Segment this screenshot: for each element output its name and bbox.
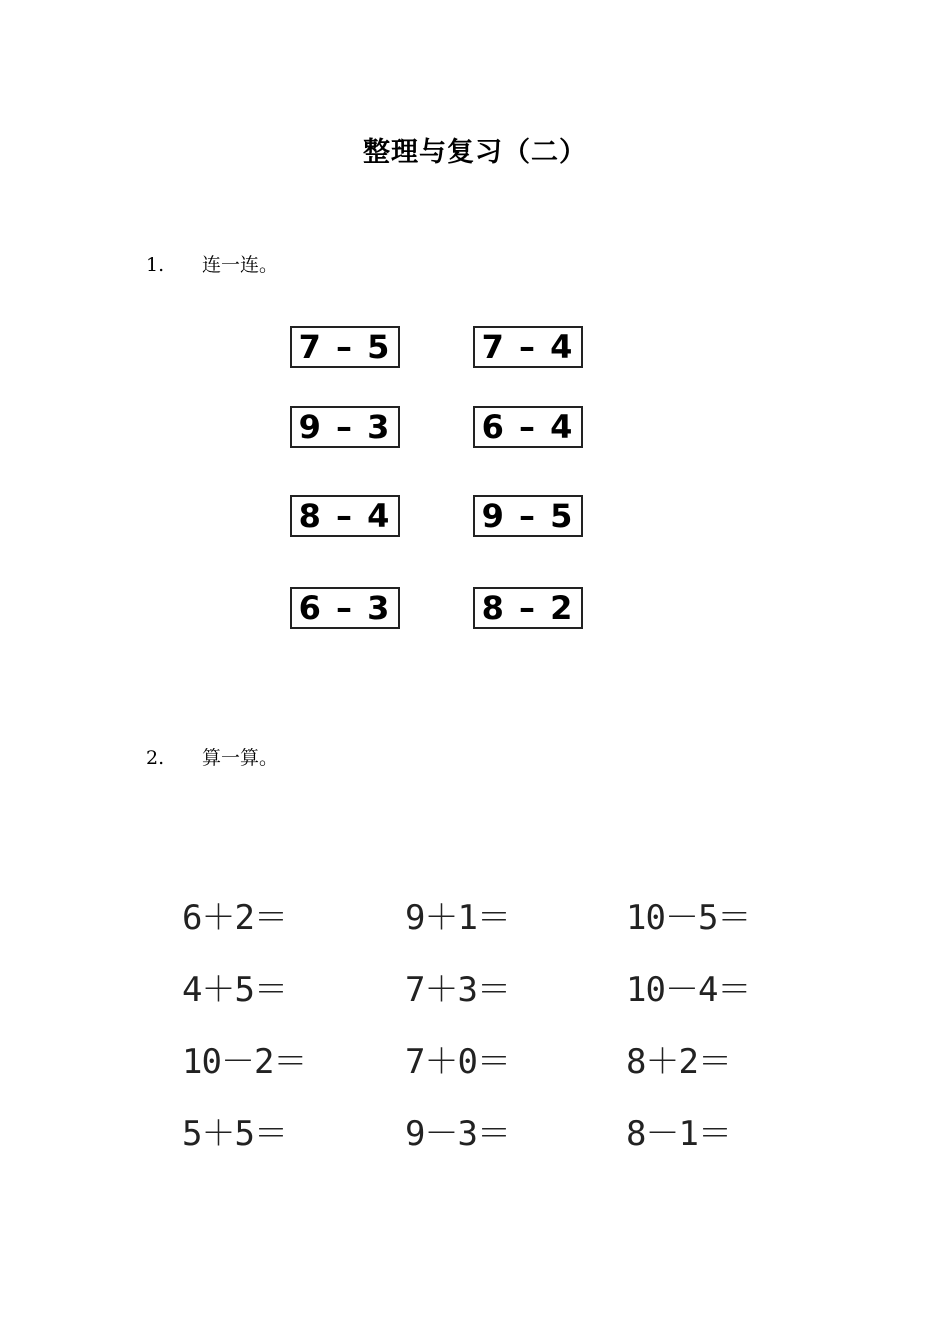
match-box-left-3[interactable]: 8 – 4 xyxy=(290,495,400,537)
equation: 8＋2＝ xyxy=(626,1042,731,1082)
match-box-right-3[interactable]: 9 – 5 xyxy=(473,495,583,537)
match-box-right-4[interactable]: 8 – 2 xyxy=(473,587,583,629)
section-1-heading xyxy=(146,250,278,277)
match-box-left-4[interactable]: 6 – 3 xyxy=(290,587,400,629)
match-box-right-1[interactable]: 7 – 4 xyxy=(473,326,583,368)
equation: 6＋2＝ xyxy=(182,898,287,938)
section-2-label: 算一算。 xyxy=(202,747,279,769)
equation: 10－5＝ xyxy=(626,898,751,938)
section-2-number: 2. xyxy=(146,747,165,769)
equation: 7＋3＝ xyxy=(405,970,510,1010)
section-1-number: 1. xyxy=(146,254,165,276)
equation: 10－2＝ xyxy=(182,1042,307,1082)
match-box-left-2[interactable]: 9 – 3 xyxy=(290,406,400,448)
equation: 9＋1＝ xyxy=(405,898,510,938)
equation: 9－3＝ xyxy=(405,1114,510,1154)
page-title: 整理与复习（二） xyxy=(363,137,587,168)
section-1-label: 连一连。 xyxy=(202,254,279,276)
section-2-heading xyxy=(146,743,278,770)
match-box-left-1[interactable]: 7 – 5 xyxy=(290,326,400,368)
equation: 10－4＝ xyxy=(626,970,751,1010)
equation: 4＋5＝ xyxy=(182,970,287,1010)
equation: 8－1＝ xyxy=(626,1114,731,1154)
equation: 5＋5＝ xyxy=(182,1114,287,1154)
match-box-right-2[interactable]: 6 – 4 xyxy=(473,406,583,448)
equation: 7＋0＝ xyxy=(405,1042,510,1082)
